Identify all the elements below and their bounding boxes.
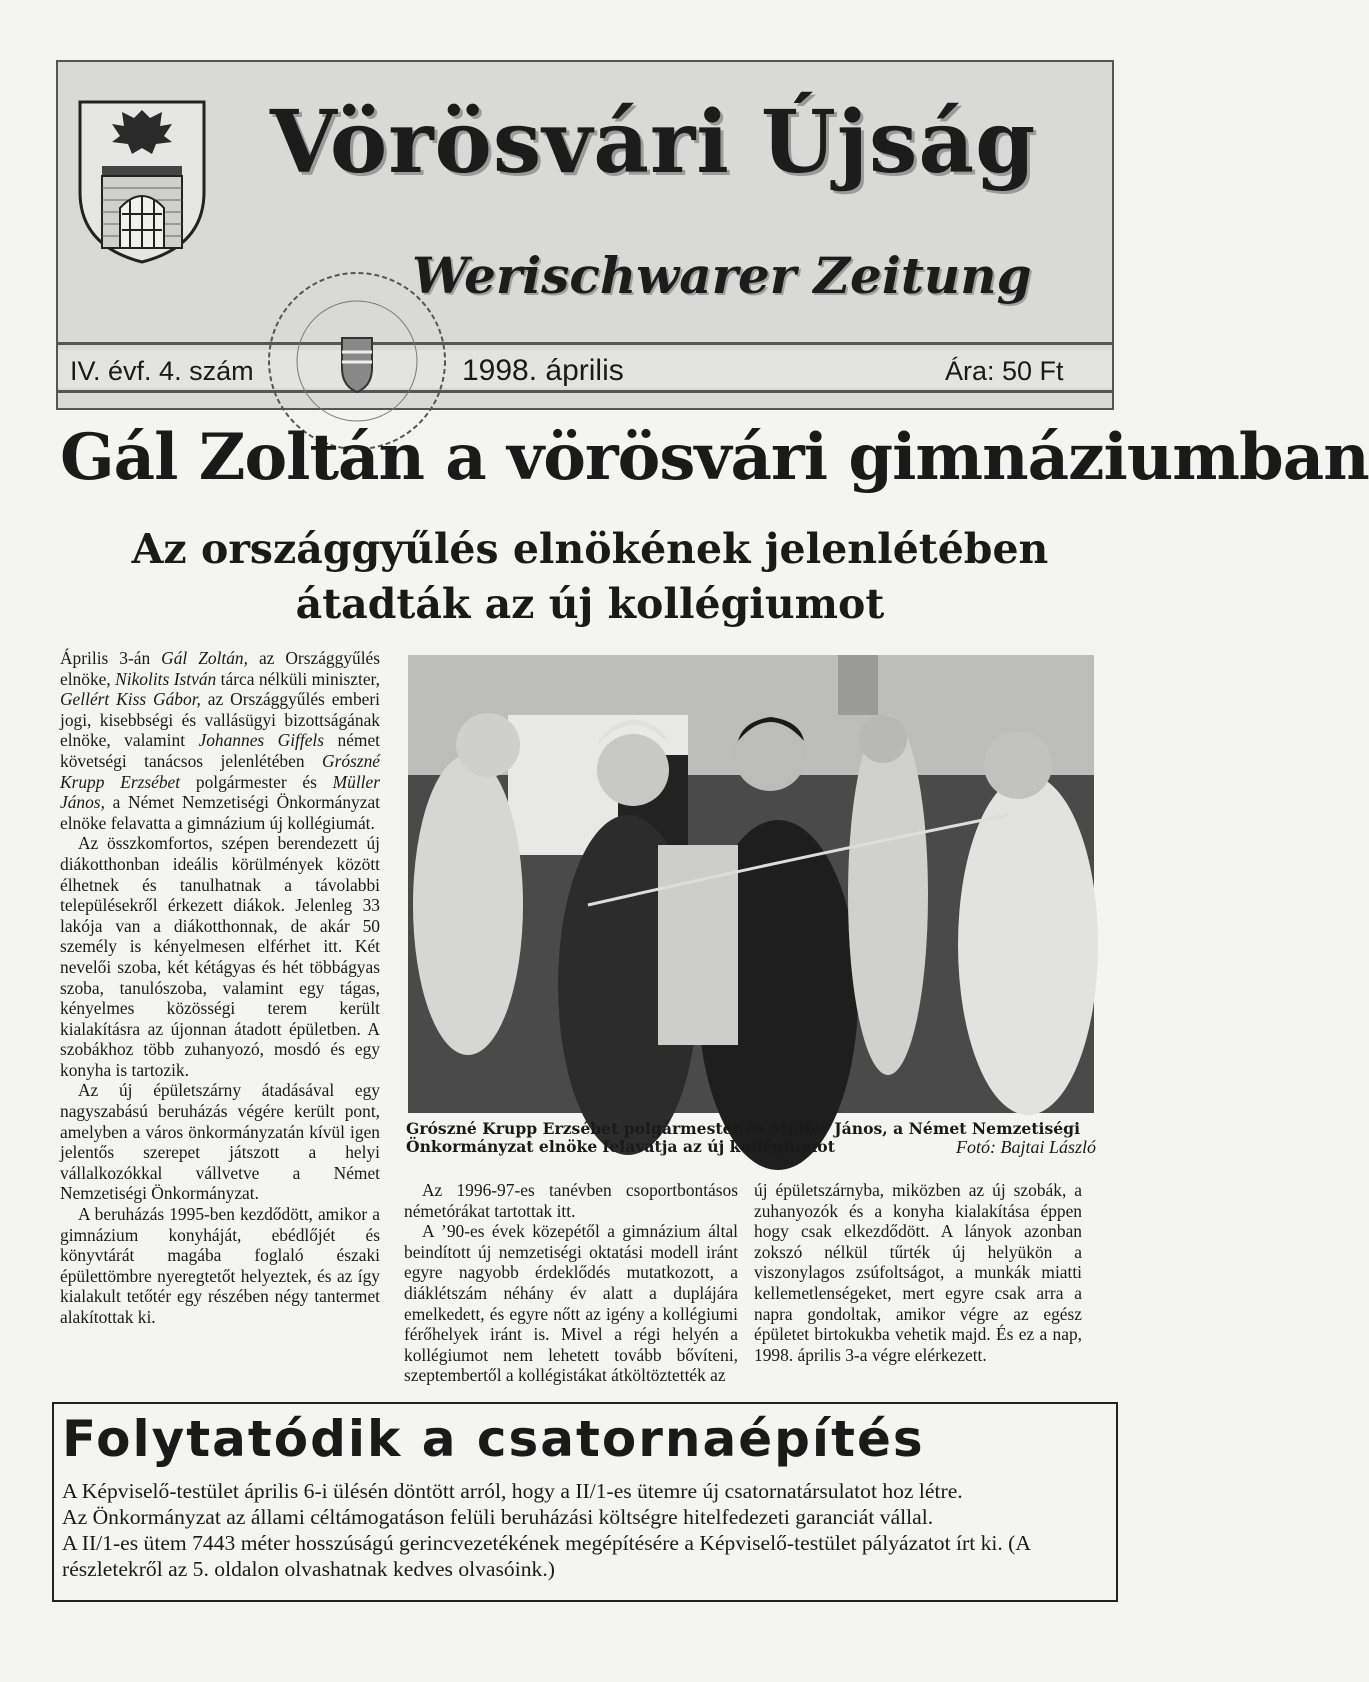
- news-box-line-1: A Képviselő-testület április 6-i ülésén döntött arról, hogy a II/1-es ütemre új csatornatársulatot hoz létre.: [62, 1479, 963, 1503]
- article-column-right: [754, 1180, 1082, 1365]
- article-subhead: [60, 522, 1120, 632]
- article-column-middle: [404, 1180, 738, 1386]
- news-box-title: Folytatódik a csatornaépítés: [62, 1410, 925, 1468]
- issue-price: Ára: 50 Ft: [945, 356, 1064, 386]
- article-paragraph-3: Az új épületszárny átadásával egy nagyszabású beruházás végére került pont, amelyben a város önkormányzatán kívül igen jelentős szerepet játszott a helyi vállalkozókkal vállvetve a Német Nemzetiségi Önkormányzat.: [60, 1080, 380, 1204]
- article-paragraph-6: A ’90-es évek közepétől a gimnázium által beindított új nemzetiségi oktatási modell iránt egyre nagyobb érdeklődés mutatkozott, a diáklétszám néhány év alatt a duplájára emelkedett, és egyre nőtt az igény a kollégiumi férőhelyek iránt is. Mivel a régi helyén a kollégiumot nem lehetett tovább bővíteni, szeptembertől a kollégistákat átköltöztették az: [404, 1221, 738, 1386]
- coat-of-arms-icon: [72, 96, 212, 266]
- news-box-line-2: Az Önkormányzat az állami céltámogatáson felüli beruházási költségre hitelfedezeti garanciát vállal.: [62, 1505, 934, 1529]
- article-paragraph-2: Az összkomfortos, szépen berendezett új diákotthonban ideális körülmények között élhetnek és tanulhatnak a távolabbi településekről érkezett diákok. Jelenleg 33 lakója van a diákotthonnak, de akár 50 személy is kényelmesen elférhet itt. Két nevelői szoba, két kétágyas és hét többágyas szoba, tanulószoba, valamint egy tágas, kényelmes közösségi terem került kialakításra az újonnan átadott épületben. A szobákhoz több zuhanyozó, mosdó és egy konyha is tartozik.: [60, 833, 380, 1080]
- article-paragraph-5: Az 1996-97-es tanévben csoportbontásos németórákat tartottak itt.: [404, 1180, 738, 1221]
- issue-date: 1998. április: [462, 354, 624, 387]
- subhead-line-1: Az országgyűlés elnökének jelenlétében: [131, 525, 1049, 573]
- news-box-text: [62, 1478, 1102, 1582]
- issue-number: IV. évf. 4. szám: [70, 356, 254, 386]
- article-paragraph-1: Április 3-án Gál Zoltán, az Országgyűlés elnöke, Nikolits István tárca nélküli miniszter, Gellért Kiss Gábor, az Országgyűlés emberi jogi, kisebbségi és vallásügyi bizottságának elnöke, valamint Johannes Giffels német követségi tanácsos jelenlétében Grószné Krupp Erzsébet polgármester és Müller János, a Német Nemzetiségi Önkormányzat elnöke felavatta a gimnázium új kollégiumát.: [60, 648, 381, 833]
- article-column-left: [60, 648, 380, 1328]
- subhead-line-2: átadták az új kollégiumot: [295, 580, 885, 628]
- photo-caption-text: Grószné Krupp Erzsébet polgármester és Müller János, a Német Nemzetiségi Önkormányzat elnöke felavatja az új kollégiumot: [406, 1119, 1080, 1156]
- masthead-rule-bottom: [58, 390, 1112, 393]
- photo-caption: [406, 1120, 1096, 1156]
- masthead-subtitle: Werischwarer Zeitung: [412, 246, 1032, 305]
- masthead-title: Vörösvári Újság: [270, 92, 1037, 193]
- masthead-rule-top: [58, 342, 1112, 345]
- ribbon-cutting-photo: [408, 655, 1094, 1113]
- article-paragraph-6-continued: új épületszárnyba, miközben az új szobák, a zuhanyozók és a konyha kialakítása éppen hogy csak elkezdődött. A lányok azonban zokszó nélkül tűrték új helyükön a viszonylagos zsúfoltságot, a munkák miatti kellemetlenségeket, mert egyre csak arra a napra gondoltak, amikor végre az egész épületet birtokukba vehetik majd. És ez a nap, 1998. április 3-a végre elérkezett.: [754, 1180, 1082, 1365]
- news-box-line-3: A II/1-es ütem 7443 méter hosszúságú gerincvezetékének megépítésére a Képviselő-testület pályázatot írt ki. (A részletekről az 5. oldalon olvashatnak kedves olvasóink.): [62, 1531, 1030, 1581]
- photo-credit: Fotó: Bajtai László: [955, 1137, 1096, 1157]
- article-headline: Gál Zoltán a vörösvári gimnáziumban: [60, 420, 1369, 495]
- article-paragraph-4: A beruházás 1995-ben kezdődött, amikor a gimnázium konyháját, ebédlőjét és könyvtárát magába foglaló északi épülettömbre nyeregtetőt helyeztek, és az így kialakult tetőtér egy részében négy tantermet alakítottak ki.: [60, 1204, 380, 1327]
